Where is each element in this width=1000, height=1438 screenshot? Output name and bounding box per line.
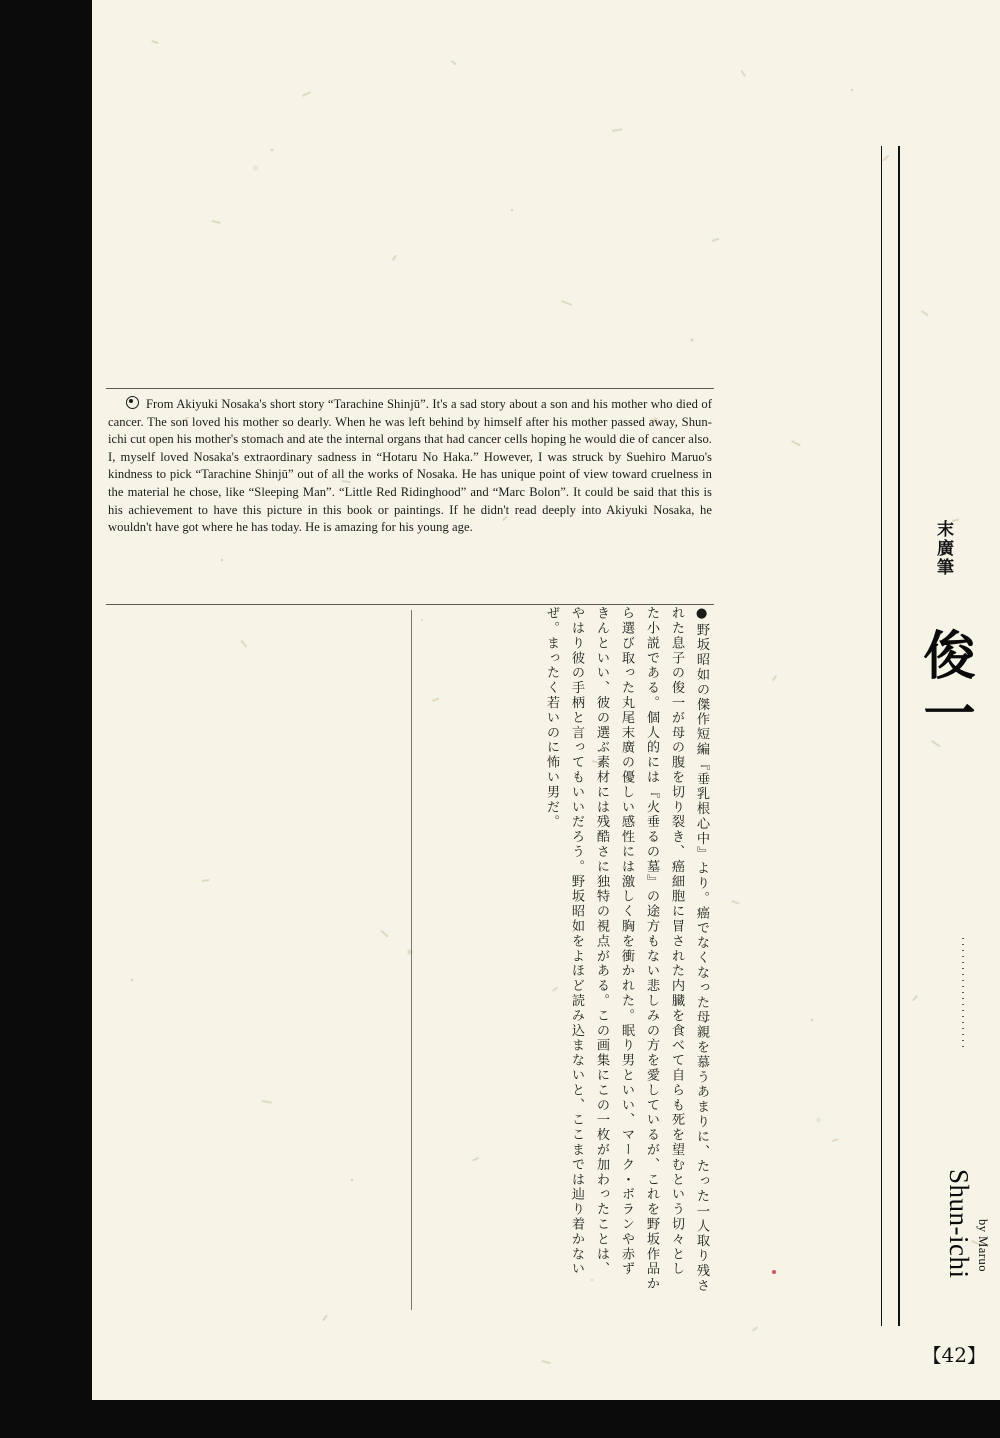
japanese-column: ●野坂昭如の傑作短編『垂乳根心中』より。癌でなくなった母親を慕うあまりに、たった一人取り残さ <box>694 606 709 1294</box>
page-number-bracket-left: 【 <box>922 1345 942 1367</box>
page-number-value: 42 <box>941 1343 967 1367</box>
english-commentary-text <box>106 392 714 541</box>
japanese-column: た小説である。個人的には『火垂るの墓』の途方もない悲しみの方を愛しているが、これを野坂作品か <box>644 606 659 1292</box>
page-number <box>923 1341 986 1368</box>
paper-sheet <box>92 0 1000 1400</box>
page-number-bracket-right: 】 <box>966 1345 986 1367</box>
english-commentary <box>106 392 714 541</box>
japanese-column: きんといい、彼の選ぶ素材には残酷さに独特の視点がある。この画集にこの一枚が加わったことは、 <box>594 606 609 1277</box>
work-title-romaji: Shun-ichi <box>944 1168 974 1278</box>
english-block-bottom-rule <box>106 604 714 605</box>
bullet-icon <box>126 396 139 409</box>
left-black-gutter <box>0 0 92 1438</box>
japanese-column: れた息子の俊一が母の腹を切り裂き、癌細胞に冒された内臓を食べて自らも死を望むという切々とし <box>669 606 684 1277</box>
japanese-column: やはり彼の手柄と言ってもいいだろう。野坂昭如をよほど読み込まないと、ここまでは辿り着かない <box>569 606 584 1277</box>
english-block-top-rule <box>106 388 714 389</box>
japanese-column: ぜ。まったく若いのに怖い男だ。 <box>544 606 559 830</box>
artist-kanji-caption: 末廣筆 <box>933 520 953 577</box>
title-rail-outer-rule <box>881 146 882 1326</box>
japanese-column: ら選び取った丸尾末廣の優しい感性には激しく胸を衝かれた。眠り男といい、マーク・ボランや赤ず <box>619 606 634 1277</box>
english-commentary-body: From Akiyuki Nosaka's short story “Tarachine Shinjū”. It's a sad story about a son and his mother who died of cancer. The son loved his mother so dearly. When he was left behind by himself after his mother passed away, Shun-ichi cut open his mother's stomach and ate the internal organs that had cancer cells hoping he would die of cancer also. I, myself loved Nosaka's extraordinary sadness in “Hotaru No Haka.” However, I was struck by Suehiro Maruo's kindness to pick “Tarachine Shinjū” out of all the works of Nosaka. He has unique point of view toward cruelness in the material he chose, like “Sleeping Man”. “Little Red Ridinghood” and “Marc Bolon”. It could be said that this is his achievement to have this picture in this book or paintings. If he didn't read deeply into Akiyuki Nosaka, he wouldn't have got where he has today. He is amazing for his young age. <box>108 397 712 535</box>
paper-red-speck <box>772 1270 776 1274</box>
title-rail-inner-rule <box>898 146 900 1326</box>
title-leader-dots <box>962 938 964 1048</box>
work-byline: by Maruo <box>976 1219 990 1272</box>
bottom-black-gutter <box>0 1400 1000 1438</box>
japanese-commentary <box>92 606 714 1322</box>
work-title-kanji: 俊一 <box>914 628 975 744</box>
